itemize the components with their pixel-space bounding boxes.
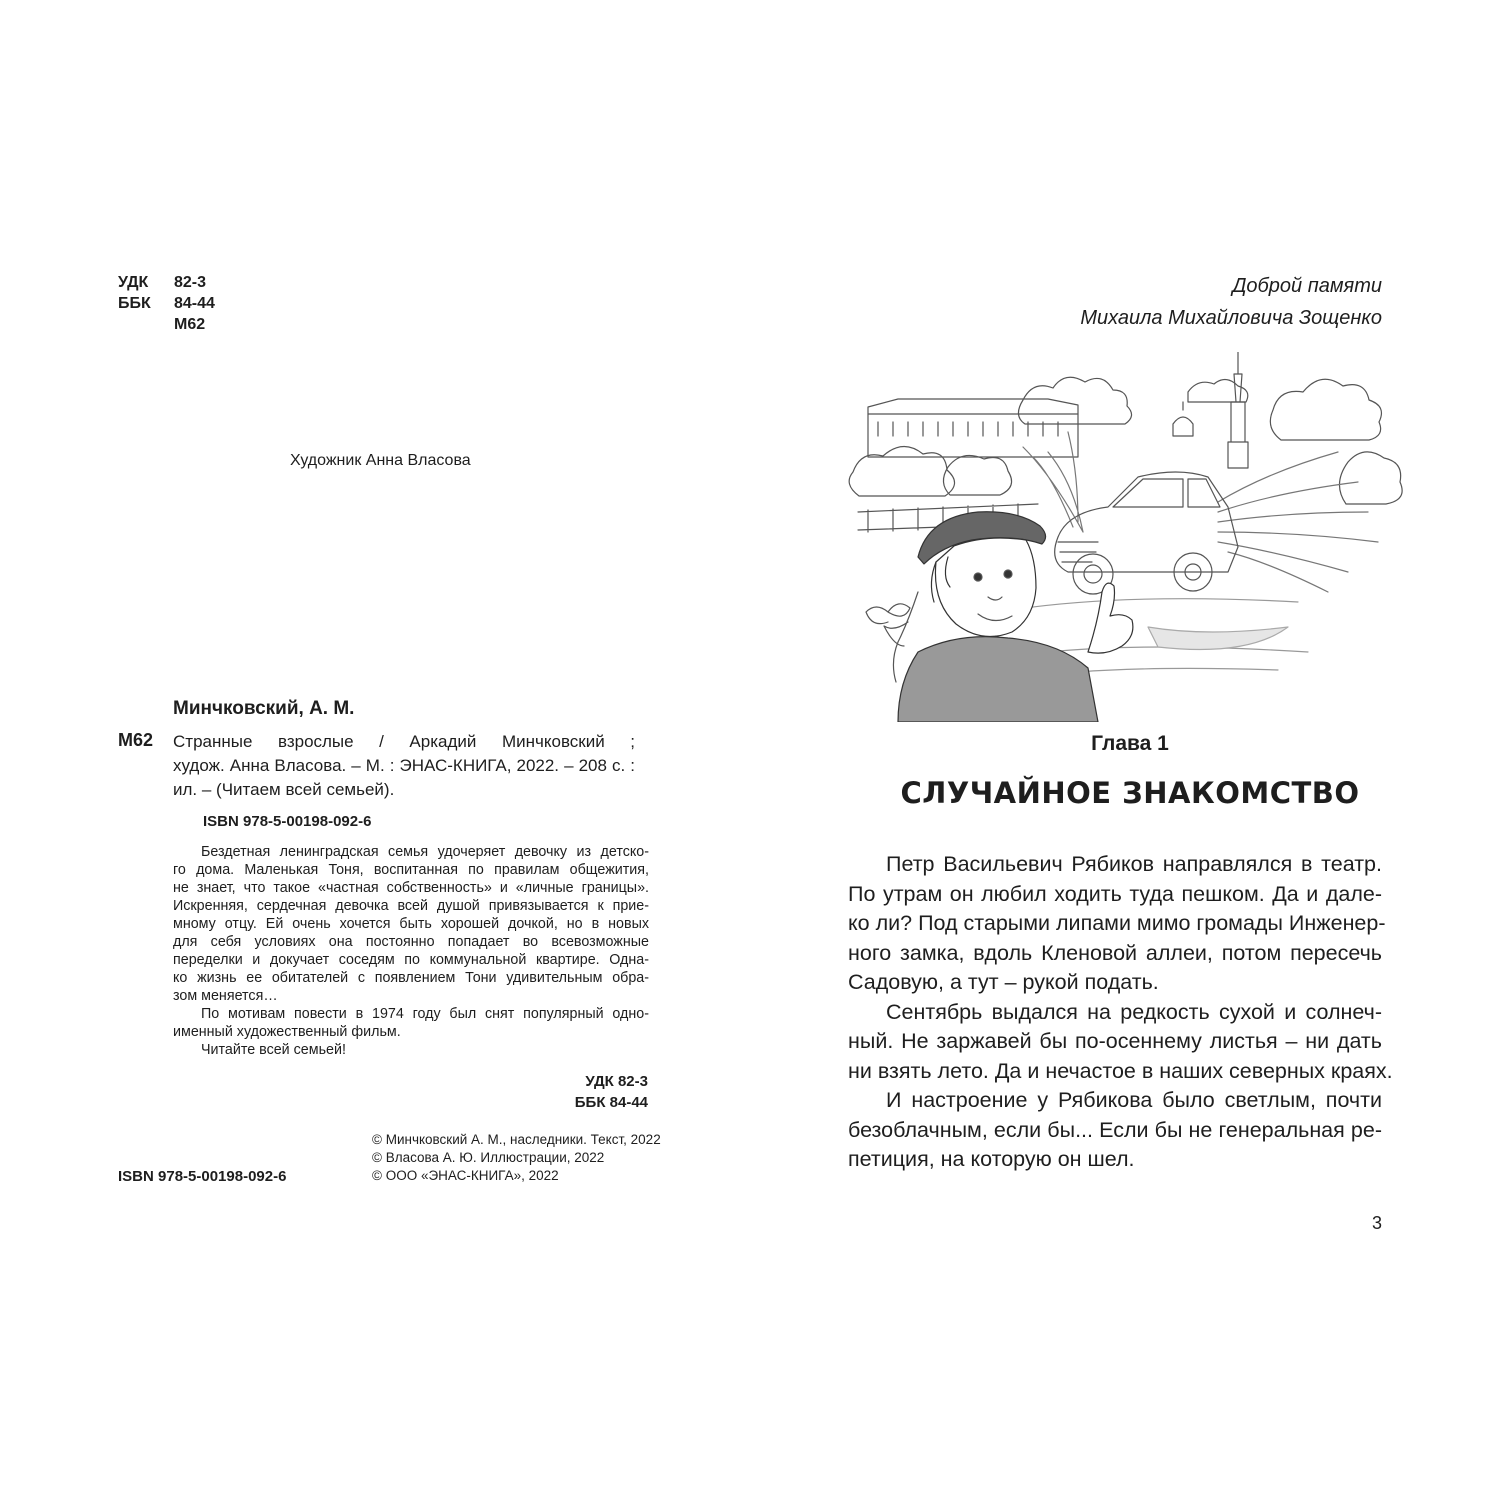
paragraph bbox=[848, 998, 1393, 1087]
body-line: И настроение у Рябикова было светлым, почти bbox=[886, 1088, 1382, 1112]
annotation-line: го дома. Маленькая Тоня, воспитанная по правилам общежития, bbox=[173, 862, 649, 878]
bbk-right: ББК 84-44 bbox=[574, 1094, 648, 1111]
coat bbox=[898, 637, 1098, 722]
udk-right: УДК 82-3 bbox=[585, 1073, 648, 1090]
body-line: Петр Васильевич Рябиков направлялся в театр. bbox=[886, 852, 1382, 876]
annotation-line: Искренняя, сердечная девочка всей душой привязывается к прие- bbox=[173, 898, 649, 914]
annotation-line: ко жизнь ее обитателей с появлением Тони удивительным обра- bbox=[173, 970, 649, 986]
annotation-line: Читайте всей семьей! bbox=[201, 1042, 346, 1058]
chapter-illustration bbox=[848, 352, 1420, 722]
udk-label: УДК bbox=[118, 274, 149, 291]
annotation bbox=[173, 843, 649, 1059]
bbk-value: 84-44 bbox=[174, 295, 215, 312]
body-line: петиция, на которую он шел. bbox=[848, 1147, 1135, 1171]
annotation-line: мному отцу. Ей очень хочется быть хорошей дочкой, но в новых bbox=[173, 916, 649, 932]
bbk-label: ББК bbox=[118, 295, 151, 312]
bow bbox=[866, 604, 910, 624]
bibliographic-description bbox=[173, 730, 635, 802]
body-line: Сентябрь выдался на редкость сухой и солнеч- bbox=[886, 999, 1382, 1024]
classification-block bbox=[118, 272, 215, 335]
annotation-line: именный художественный фильм. bbox=[173, 1024, 401, 1040]
chapter-body bbox=[848, 850, 1393, 1175]
body-line: По утрам он любил ходить туда пешком. Да и дале- bbox=[848, 881, 1382, 906]
paragraph bbox=[848, 850, 1386, 998]
author-code: М62 bbox=[174, 316, 206, 333]
isbn-bottom: ISBN 978-5-00198-092-6 bbox=[118, 1168, 287, 1185]
cloud-left bbox=[1018, 377, 1131, 424]
chapter-title: СЛУЧАЙНОЕ ЗНАКОМСТВО bbox=[900, 776, 1360, 810]
udk-bbk-right bbox=[470, 1071, 648, 1113]
copyright-line: © ООО «ЭНАС-КНИГА», 2022 bbox=[372, 1168, 559, 1183]
bib-line: Странные взрослые / Аркадий Минчковский ; bbox=[173, 732, 635, 751]
side-code: М62 bbox=[118, 730, 154, 750]
annotation-line: Бездетная ленинградская семья удочеряет девочку из детско- bbox=[201, 844, 649, 860]
dedication bbox=[980, 270, 1382, 334]
trees-right bbox=[1339, 452, 1402, 504]
udk-value: 82-3 bbox=[174, 274, 207, 291]
bib-line: худож. Анна Власова. – М. : ЭНАС-КНИГА, 2022. – 208 с. : bbox=[173, 756, 635, 775]
page-number: 3 bbox=[1371, 1213, 1382, 1233]
body-line: ный. Не заржавей бы по-осеннему листья – ни дать bbox=[848, 1029, 1382, 1053]
dedication-line: Доброй памяти bbox=[1232, 275, 1382, 297]
paragraph bbox=[848, 1086, 1382, 1175]
copyright-line: © Минчковский А. М., наследники. Текст, 2022 bbox=[372, 1132, 661, 1147]
cloud-right bbox=[1270, 379, 1381, 440]
spire bbox=[1228, 352, 1248, 468]
copyright-block bbox=[372, 1131, 661, 1185]
body-line: ко ли? Под старыми липами мимо громады Инженер- bbox=[848, 911, 1386, 935]
body-line: ни взять лето. Да и нечастое в наших северных краях. bbox=[848, 1058, 1393, 1083]
isbn-mid: ISBN 978-5-00198-092-6 bbox=[203, 813, 372, 830]
annotation-line: переделки и докучает соседям по коммунальной квартире. Одна- bbox=[173, 952, 649, 968]
building bbox=[868, 399, 1078, 457]
body-line: Садовую, а тут – рукой подать. bbox=[848, 970, 1159, 994]
annotation-line: По мотивам повести в 1974 году был снят популярный одно- bbox=[201, 1006, 649, 1022]
author-heading: Минчковский, А. М. bbox=[173, 698, 355, 719]
body-line: ного замка, вдоль Кленовой аллеи, потом пересечь bbox=[848, 940, 1382, 965]
annotation-line: не знает, что такое «частная собственность» и «личные границы». bbox=[173, 880, 649, 896]
chapter-number: Глава 1 bbox=[1091, 732, 1169, 755]
annotation-line: для себя условиях она постоянно попадает во всевозможные bbox=[173, 934, 649, 950]
copyright-line: © Власова А. Ю. Иллюстрации, 2022 bbox=[372, 1150, 605, 1165]
bib-line: ил. – (Читаем всей семьей). bbox=[173, 780, 395, 799]
body-line: безоблачным, если бы... Если бы не генеральная ре- bbox=[848, 1117, 1382, 1142]
dedication-line: Михаила Михайловича Зощенко bbox=[1080, 307, 1382, 329]
artist-credit: Художник Анна Власова bbox=[290, 452, 471, 469]
annotation-line: зом меняется… bbox=[173, 988, 278, 1004]
trees-left bbox=[849, 446, 954, 496]
